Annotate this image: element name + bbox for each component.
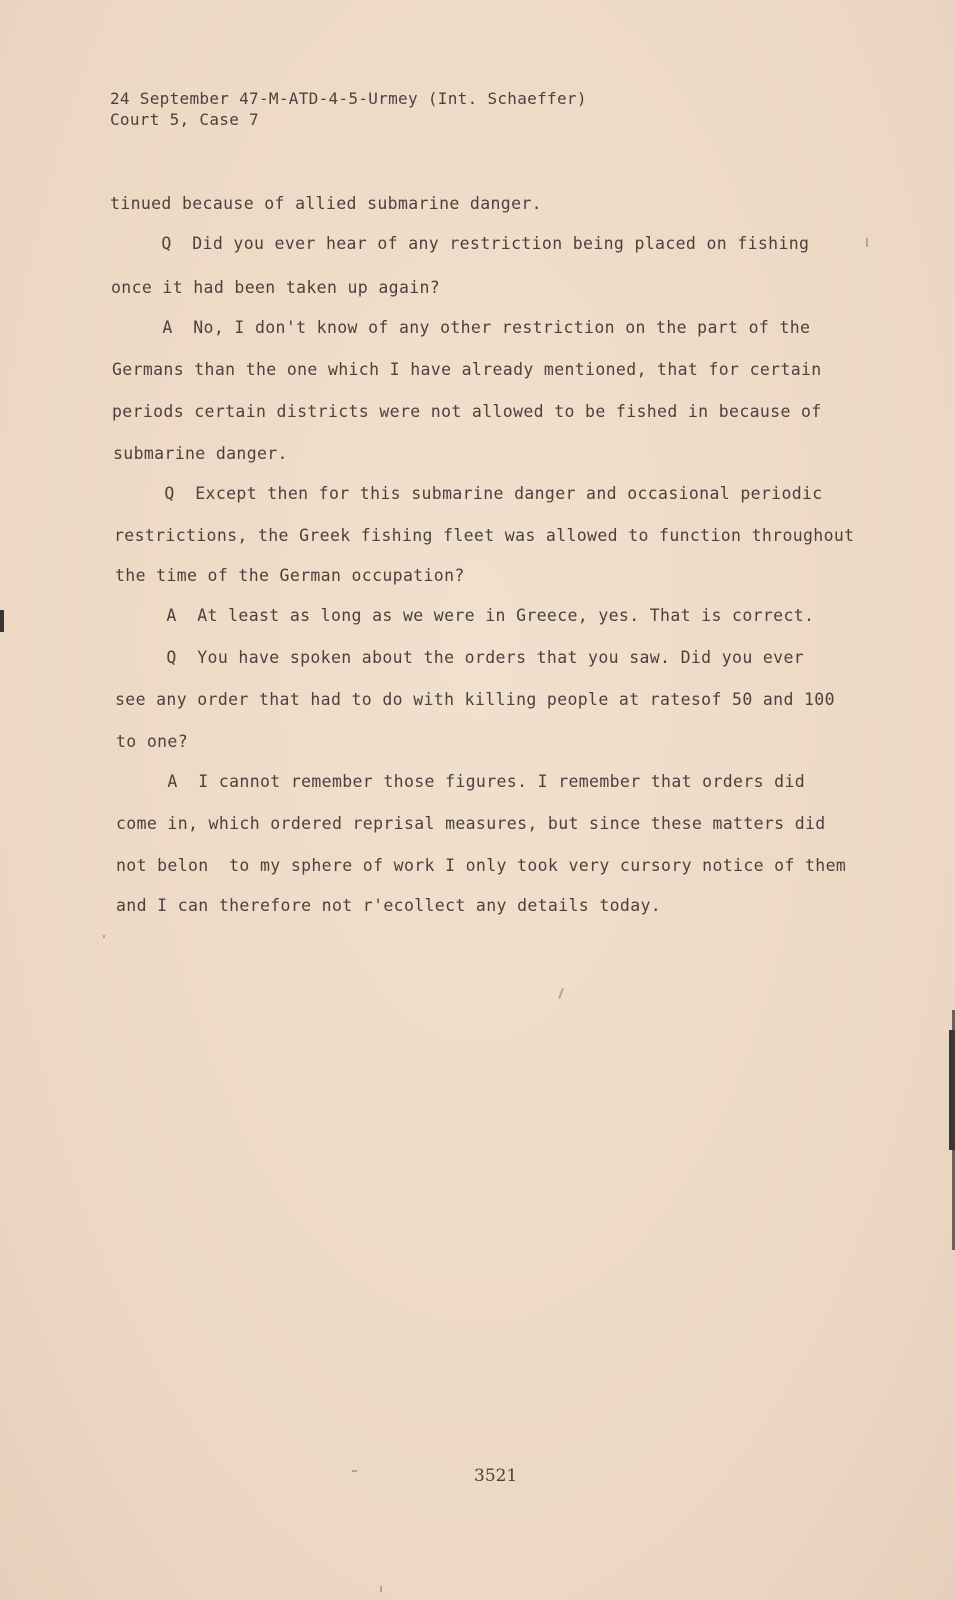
transcript-line: tinued because of allied submarine danger. [110, 194, 542, 213]
transcript-line: Q Except then for this submarine danger and occasional periodic [113, 484, 823, 503]
transcript-line: A I cannot remember those figures. I remember that orders did [116, 772, 806, 791]
header-line-1: 24 September 47-M-ATD-4-5-Urmey (Int. Schaeffer) [110, 89, 587, 108]
page-edge-mark-right [949, 1030, 955, 1150]
transcript-line: Q You have spoken about the orders that you saw. Did you ever [115, 648, 805, 667]
transcript-line: and I can therefore not r'ecollect any details today. [116, 896, 662, 915]
transcript-line: A No, I don't know of any other restriction on the part of the [111, 318, 811, 337]
page-number: 3521 [474, 1466, 518, 1486]
transcript-line: see any order that had to do with killing people at ratesof 50 and 100 [115, 690, 835, 709]
page-edge-mark-left [0, 610, 4, 632]
transcript-line: once it had been taken up again? [111, 278, 441, 297]
paper-speck [866, 238, 868, 247]
transcript-line: the time of the German occupation? [115, 566, 465, 585]
paper-speck [558, 988, 564, 999]
transcript-line: Germans than the one which I have already mentioned, that for certain [112, 360, 822, 379]
paper-speck [380, 1586, 382, 1592]
transcript-line: not belon to my sphere of work I only took very cursory notice of them [116, 856, 847, 875]
transcript-line: come in, which ordered reprisal measures, but since these matters did [116, 814, 826, 833]
paper-speck [352, 1470, 357, 1472]
document-header [110, 88, 587, 130]
transcript-line: Q Did you ever hear of any restriction being placed on fishing [110, 234, 810, 253]
transcript-line: to one? [116, 732, 188, 751]
transcript-line: periods certain districts were not allowed to be fished in because of [112, 402, 822, 421]
transcript-line: submarine danger. [113, 444, 288, 463]
header-line-2: Court 5, Case 7 [110, 110, 259, 129]
transcript-line: restrictions, the Greek fishing fleet was allowed to function throughout [114, 526, 855, 545]
paper-speck [103, 935, 105, 938]
transcript-line: A At least as long as we were in Greece, yes. That is correct. [115, 606, 815, 625]
